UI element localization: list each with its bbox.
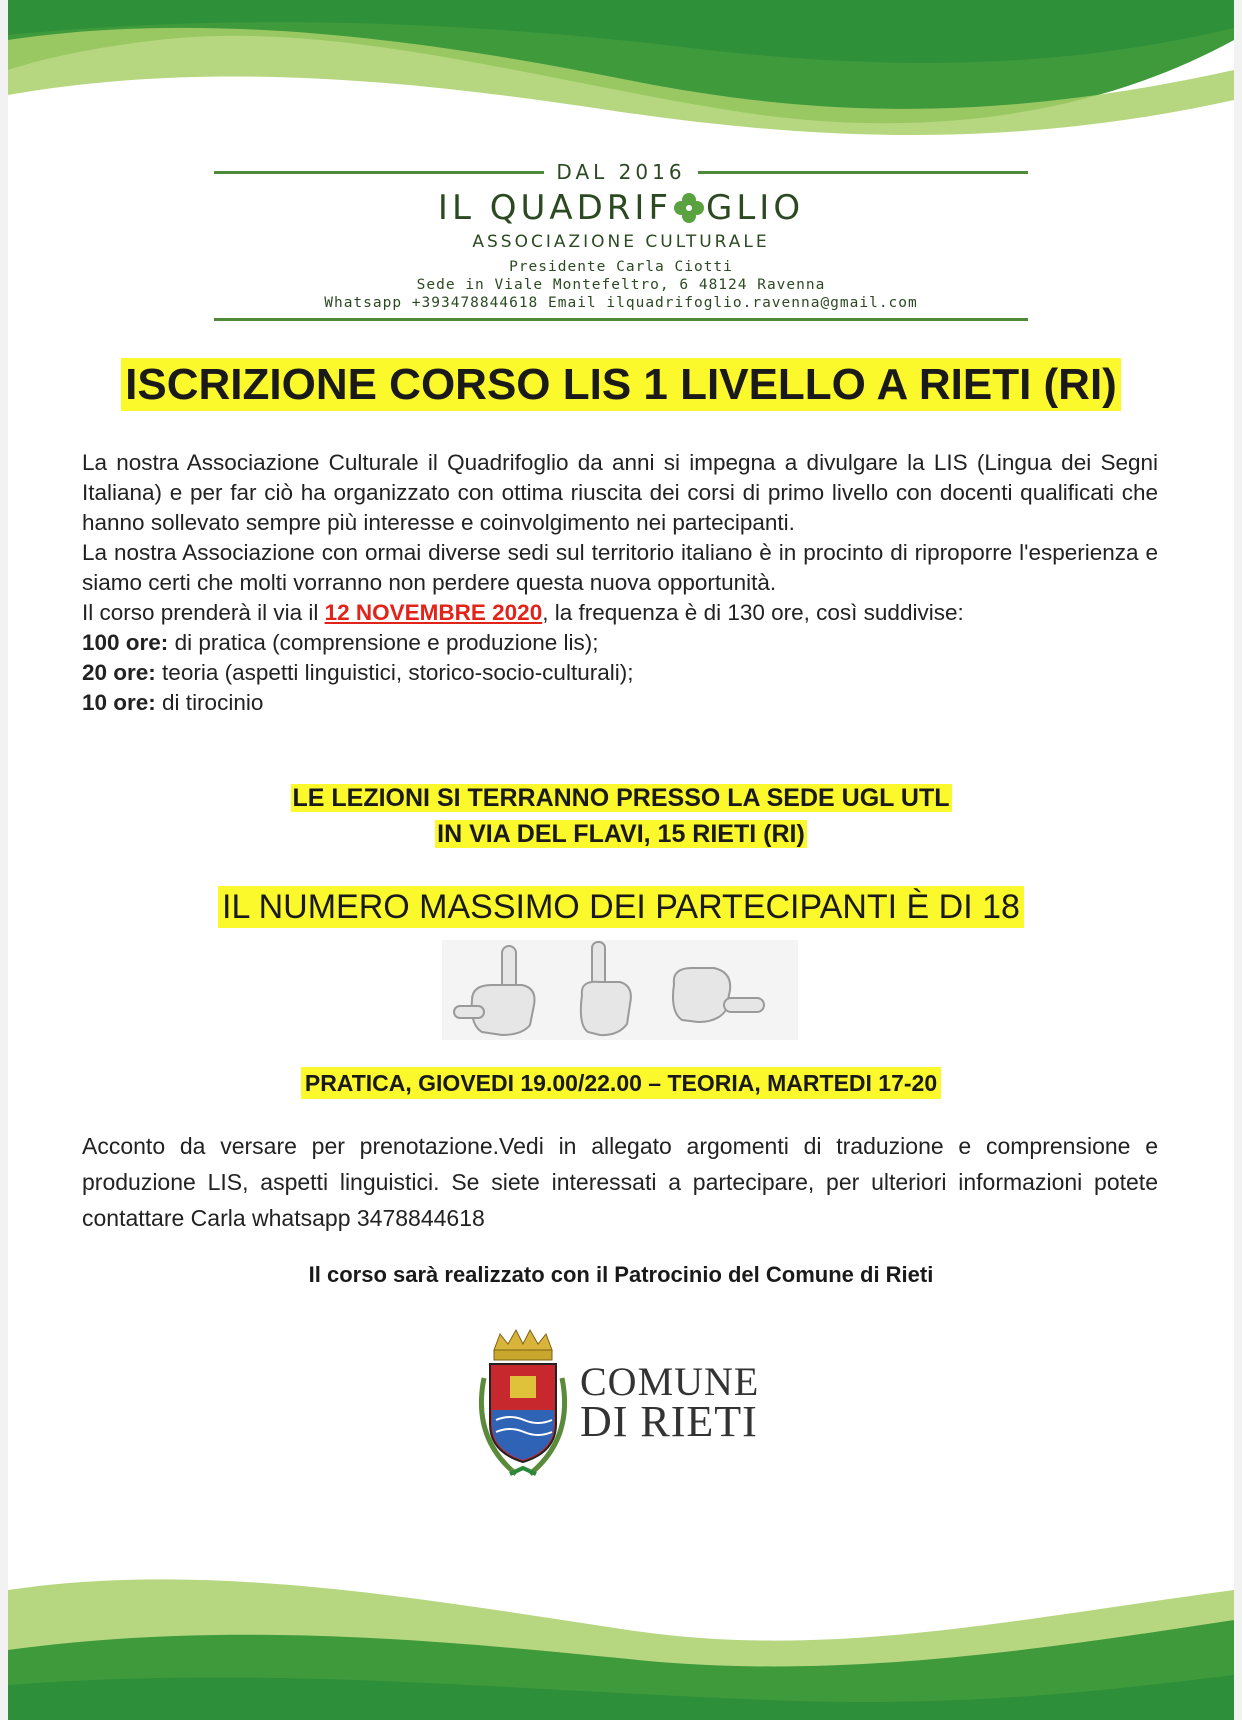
start-date-pre: Il corso prenderà il via il (82, 600, 325, 625)
organization-header (0, 160, 1242, 321)
max-participants-text: IL NUMERO MASSIMO DEI PARTECIPANTI È DI 18 (218, 886, 1024, 928)
bottom-wave-decoration (8, 1560, 1234, 1720)
location-block (0, 780, 1242, 852)
deposit-paragraph: Acconto da versare per prenotazione.Vedi in allegato argomenti di traduzione e comprensione e produzione LIS, aspetti linguistici. Se siete interessati a partecipare, per ulteriori informazioni potete contattare Carla whatsapp 3478844618 (82, 1133, 1158, 1231)
comune-di-rieti-wordmark (580, 1359, 760, 1446)
divider-line (214, 318, 1028, 321)
hours-label: 20 ore: (82, 660, 156, 685)
since-row (0, 160, 1242, 184)
hours-text: di pratica (comprensione e produzione lis); (168, 630, 599, 655)
start-date-paragraph (82, 598, 1158, 628)
org-name-part1: IL QUADRIF (437, 188, 672, 228)
hours-item (82, 658, 1158, 688)
hours-item (82, 628, 1158, 658)
shield-icon (490, 1364, 556, 1462)
hours-label: 10 ore: (82, 690, 156, 715)
location-line2: IN VIA DEL FLAVI, 15 RIETI (RI) (437, 820, 805, 848)
main-title (0, 360, 1242, 410)
divider-line (214, 171, 544, 174)
crown-icon (494, 1330, 552, 1360)
second-paragraph: La nostra Associazione con ormai diverse sedi sul territorio italiano è in procinto di riproporre l'esperienza e siamo certi che molti vorranno non perdere questa nuova opportunità. (82, 540, 1158, 595)
location-line1: LE LEZIONI SI TERRANNO PRESSO LA SEDE UGL UTL (292, 784, 950, 812)
max-participants (0, 888, 1242, 927)
top-wave-decoration (8, 0, 1234, 150)
president-line: Presidente Carla Ciotti (509, 259, 733, 275)
contacts-line: Whatsapp +393478844618 Email ilquadrifoglio.ravenna@gmail.com (324, 295, 918, 311)
organization-info (0, 258, 1242, 312)
since-label: DAL 2016 (556, 160, 686, 184)
patronage-text: Il corso sarà realizzato con il Patrocinio del Comune di Rieti (308, 1262, 934, 1287)
comune-line1: COMUNE (580, 1359, 760, 1404)
title-text: ISCRIZIONE CORSO LIS 1 LIVELLO A RIETI (RI) (121, 358, 1121, 411)
lis-hands-image (442, 940, 798, 1040)
hours-text: teoria (aspetti linguistici, storico-socio-culturali); (155, 660, 634, 685)
hours-label: 100 ore: (82, 630, 169, 655)
organization-name (0, 188, 1242, 228)
divider-line (698, 171, 1028, 174)
start-date-post: , la frequenza è di 130 ore, così suddivise: (542, 600, 964, 625)
comune-line2: DI RIETI (580, 1397, 758, 1446)
body-text (82, 448, 1158, 718)
schedule-text: PRATICA, GIOVEDI 19.00/22.00 – TEORIA, MARTEDI 17-20 (301, 1067, 941, 1099)
intro-paragraph: La nostra Associazione Culturale il Quadrifoglio da anni si impegna a divulgare la LIS (Lingua dei Segni Italiana) e per far ciò ha organizzato con ottima riuscita dei corsi di primo livello con docenti qualificati che hanno sollevato sempre più interesse e coinvolgimento nei partecipanti. (82, 450, 1158, 535)
clover-icon (672, 191, 706, 225)
hours-item (82, 688, 1158, 718)
start-date: 12 NOVEMBRE 2020 (324, 600, 543, 625)
address-line: Sede in Viale Montefeltro, 6 48124 Ravenna (416, 277, 826, 293)
org-name-part2: GLIO (706, 188, 805, 228)
organization-subtitle: ASSOCIAZIONE CULTURALE (472, 232, 770, 252)
hours-text: di tirocinio (155, 690, 264, 715)
schedule (0, 1070, 1242, 1097)
